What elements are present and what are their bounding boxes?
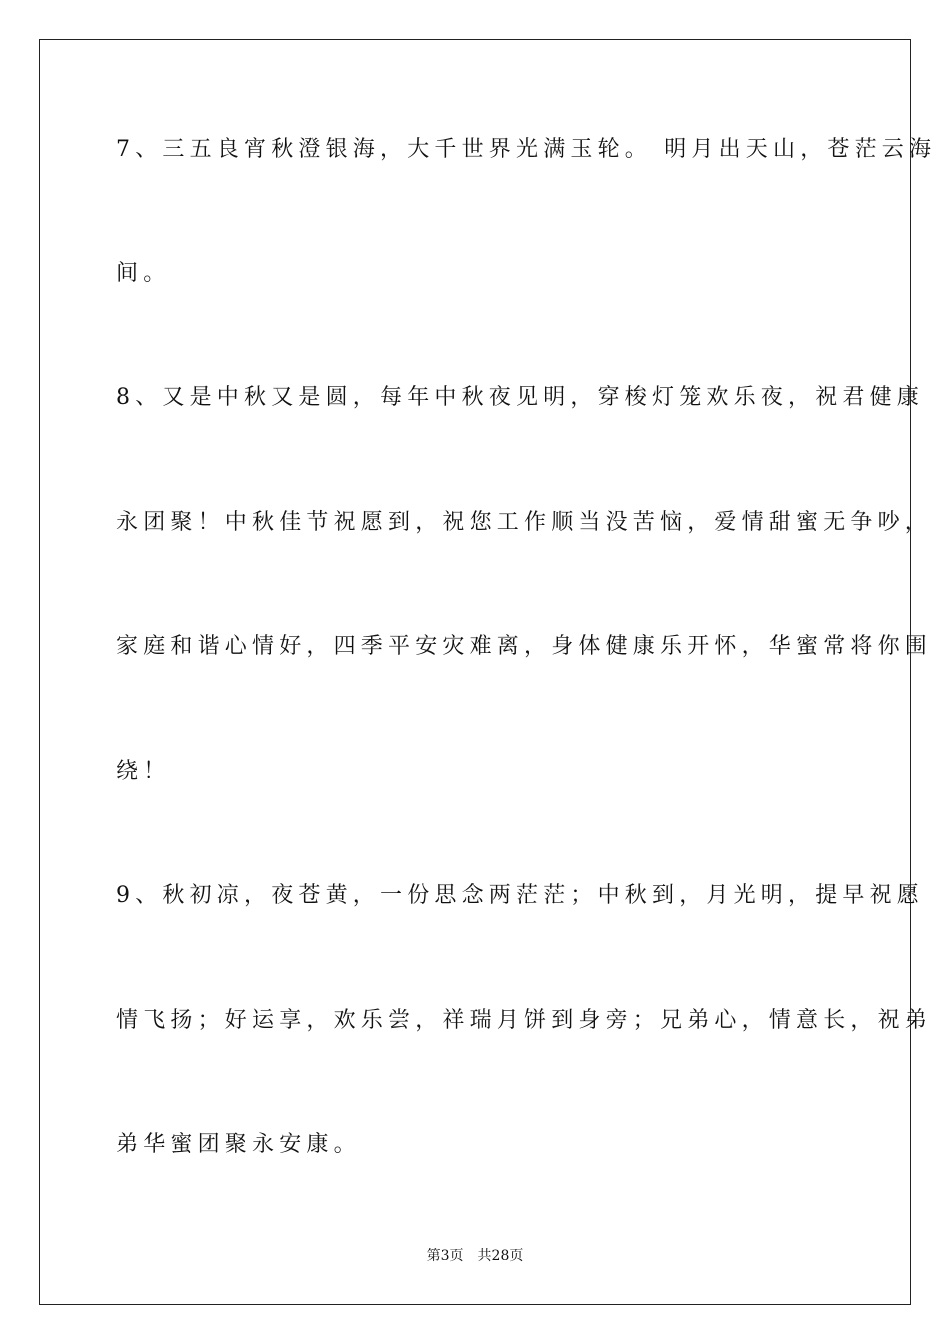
text-line: 弟华蜜团聚永安康。 bbox=[116, 1132, 361, 1157]
text-line: 情飞扬；好运享，欢乐尝，祥瑞月饼到身旁；兄弟心，情意长，祝弟 bbox=[116, 1008, 933, 1033]
text-line: 绕！ bbox=[116, 759, 171, 784]
page-total: 共28页 bbox=[477, 1248, 524, 1264]
text-line: 间。 bbox=[116, 261, 171, 286]
page-number: 第3页 bbox=[426, 1248, 464, 1264]
text-line: 7、三五良宵秋澄银海，大千世界光满玉轮。 明月出天山，苍茫云海 bbox=[116, 137, 937, 162]
text-line: 8、又是中秋又是圆，每年中秋夜见明，穿梭灯笼欢乐夜，祝君健康 bbox=[116, 385, 924, 410]
page-footer bbox=[0, 1247, 950, 1265]
text-line: 家庭和谐心情好，四季平安灾难离，身体健康乐开怀，华蜜常将你围 bbox=[116, 634, 933, 659]
text-line: 9、秋初凉，夜苍黄，一份思念两茫茫；中秋到，月光明，提早祝愿 bbox=[116, 883, 924, 908]
text-line: 永团聚！中秋佳节祝愿到，祝您工作顺当没苦恼，爱情甜蜜无争吵， bbox=[116, 510, 933, 535]
page-border bbox=[39, 39, 911, 1305]
